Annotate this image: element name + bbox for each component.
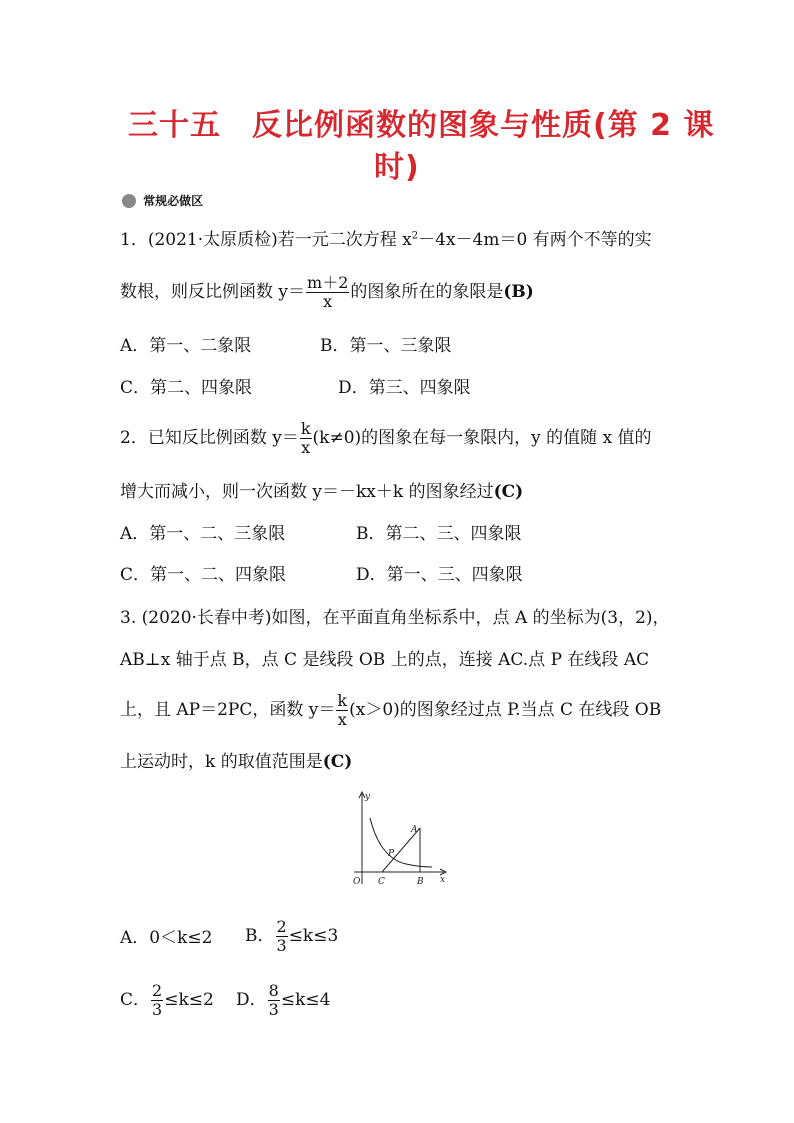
q3-option-b-num: 2 (276, 917, 287, 936)
label-B: B (417, 877, 424, 887)
q3-option-b-suffix: ≤k≤3 (288, 926, 339, 946)
q3-option-b-den: 3 (276, 936, 287, 955)
q3-figure (340, 788, 460, 892)
q1-frac-num: m＋2 (307, 273, 349, 292)
q3-line3 (120, 692, 661, 729)
q1-superscript: 2 (411, 230, 419, 242)
q1-frac-den: x (306, 292, 349, 311)
q3-frac-den: x (337, 710, 347, 729)
label-A: A (411, 825, 418, 835)
q3-option-c-den: 3 (152, 1000, 163, 1019)
hyperbola-curve (370, 818, 432, 867)
q3-option-d-fraction (268, 982, 280, 1019)
q3-text-a: 上，且 AP＝2PC，函数 y＝ (120, 700, 336, 720)
q1-option-c: C．第二、四象限 (120, 378, 253, 398)
q2-text-c: 增大而减小，则一次函数 y＝－kx＋k 的图象经过 (120, 482, 494, 502)
q2-fraction (300, 420, 312, 457)
q3-option-a: A．0＜k≤2 (120, 928, 213, 948)
page-title-continuation: 时) (374, 150, 420, 185)
q3-text-b: (x＞0)的图象经过点 P.当点 C 在线段 OB (349, 700, 662, 720)
section-header (122, 190, 203, 209)
q3-fraction (336, 692, 348, 729)
label-O: O (353, 877, 361, 887)
q3-option-c-fraction (151, 982, 163, 1019)
q2-text-b: (k≠0)的图象在每一象限内，y 的值随 x 值的 (312, 428, 652, 448)
q2-line1 (120, 420, 652, 457)
q3-option-c (120, 982, 214, 1019)
q3-option-d-den: 3 (268, 1000, 279, 1019)
label-x: x (440, 875, 446, 885)
q3-frac-num: k (337, 691, 348, 710)
q1-option-a: A．第一、二象限 (120, 336, 252, 356)
q3-line1: 3. (2020·长春中考)如图，在平面直角坐标系中，点 A 的坐标为(3，2)， (120, 608, 670, 628)
label-y: y (365, 792, 371, 802)
page-title: 三十五 反比例函数的图象与性质(第 2 课 (128, 108, 715, 143)
q2-text-a: 2．已知反比例函数 y＝ (120, 428, 299, 448)
q2-line2 (120, 484, 523, 501)
q2-frac-den: x (301, 438, 311, 457)
q1-text-d: 的图象所在的象限是 (350, 282, 504, 302)
q1-line2 (120, 274, 534, 311)
q2-option-a: A．第一、二、三象限 (120, 524, 286, 544)
q3-option-b-prefix: B． (245, 926, 275, 946)
q3-line4 (120, 754, 352, 771)
q3-option-c-prefix: C． (120, 990, 151, 1010)
q1-option-d: D．第三、四象限 (338, 378, 471, 398)
q3-option-c-suffix: ≤k≤2 (164, 990, 214, 1010)
q3-option-c-num: 2 (152, 981, 163, 1000)
q2-answer: (C) (493, 482, 524, 502)
q3-option-b-fraction (276, 918, 288, 955)
q2-option-c: C．第一、二、四象限 (120, 565, 287, 585)
q1-text-c: 数根，则反比例函数 y＝ (120, 282, 306, 302)
q3-option-d-prefix: D． (236, 990, 267, 1010)
q1-fraction (306, 274, 349, 311)
q3-answer: (C) (322, 752, 353, 772)
section-icon (122, 194, 136, 208)
label-P: P (388, 849, 395, 859)
q2-frac-num: k (300, 419, 311, 438)
q1-answer: (B) (503, 282, 534, 302)
q1-line1 (120, 232, 652, 249)
q3-option-d-num: 8 (268, 981, 279, 1000)
q2-option-b: B．第二、三、四象限 (356, 524, 522, 544)
label-C: C (378, 877, 385, 887)
section-label: 常规必做区 (143, 194, 204, 208)
q3-line2: AB⊥x 轴于点 B，点 C 是线段 OB 上的点，连接 AC.点 P 在线段 AC (120, 650, 650, 670)
q3-text-c: 上运动时，k 的取值范围是 (120, 752, 323, 772)
q3-option-d (236, 982, 330, 1019)
q3-option-b (245, 918, 338, 955)
q2-option-d: D．第一、三、四象限 (356, 565, 523, 585)
q1-text-b: －4x－4m＝0 有两个不等的实 (418, 230, 652, 250)
q1-option-b: B．第一、三象限 (320, 336, 452, 356)
q3-option-d-suffix: ≤k≤4 (280, 990, 331, 1010)
q1-text-a: 1．(2021·太原质检)若一元二次方程 x (120, 230, 412, 250)
